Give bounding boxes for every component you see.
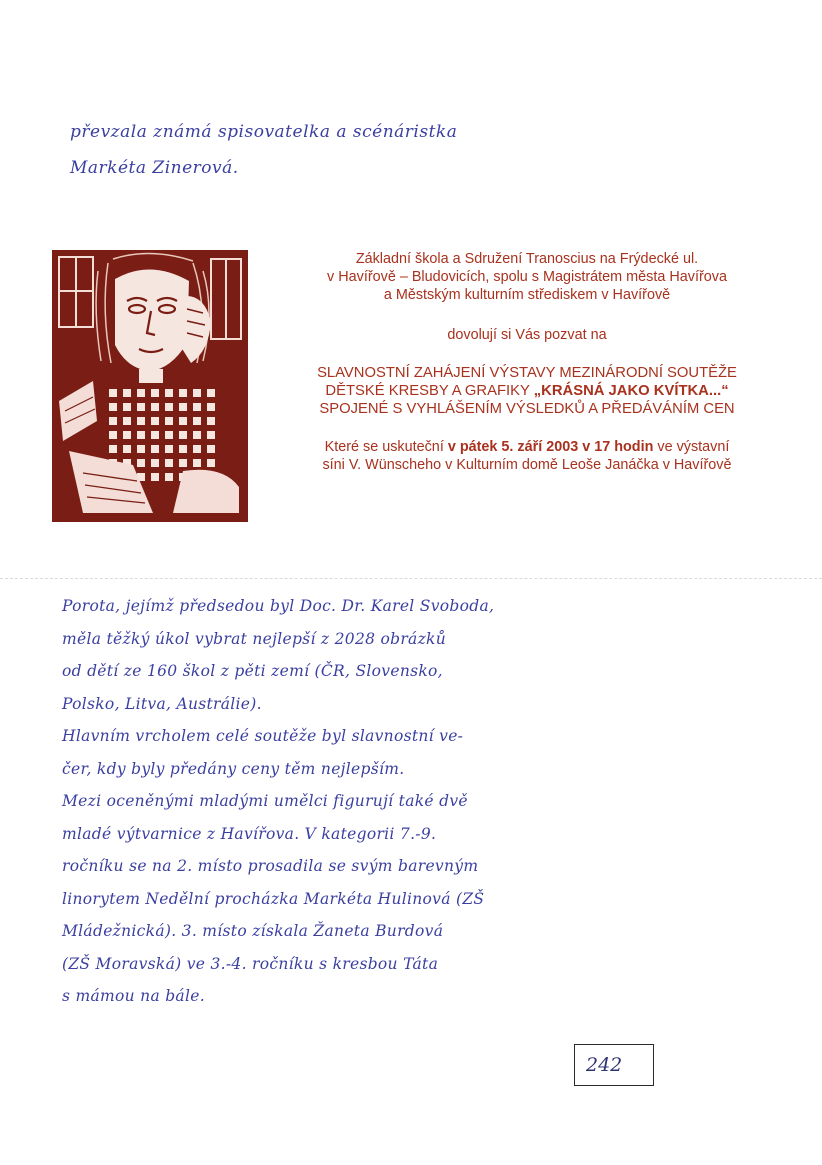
event-line: SLAVNOSTNÍ ZAHÁJENÍ VÝSTAVY MEZINÁRODNÍ SOUTĚŽE	[317, 365, 737, 381]
organizer-line: Základní škola a Sdružení Tranoscius na Frýdecké ul.	[355, 251, 699, 267]
event-venue: síni V. Wünscheho v Kulturním domě Leoše Janáčka v Havířově	[322, 457, 732, 473]
dress-check	[207, 403, 215, 411]
handwritten-body-line: Mezi oceněnými mladými umělci figurují také dvě	[62, 792, 468, 810]
dress-check	[207, 459, 215, 467]
handwritten-body-line: (ZŠ Moravská) ve 3.-4. ročníku s kresbou Táta	[62, 954, 439, 973]
handwritten-body-line: ročníku se na 2. místo prosadila se svým barevným	[62, 857, 479, 875]
dress-check	[137, 445, 145, 453]
dress-check	[179, 431, 187, 439]
dress-check	[109, 389, 117, 397]
dress-check	[193, 445, 201, 453]
dress-check	[137, 403, 145, 411]
dress-check	[193, 431, 201, 439]
dress-check	[165, 473, 173, 481]
invitation-card	[0, 232, 822, 577]
dress-check	[123, 389, 131, 397]
dress-check	[193, 417, 201, 425]
organizers	[262, 250, 792, 304]
invite-line: dovolují si Vás pozvat na	[447, 327, 607, 343]
handwritten-body-line: Porota, jejímž předsedou byl Doc. Dr. Karel Svoboda,	[62, 597, 495, 615]
dress-check	[109, 445, 117, 453]
dress-check	[151, 417, 159, 425]
event-date: v pátek 5. září 2003 v 17 hodin	[447, 439, 654, 455]
fold-divider	[0, 578, 822, 579]
dress-check	[109, 431, 117, 439]
dress-check	[123, 403, 131, 411]
invitation-text	[262, 250, 792, 474]
dress-check	[109, 403, 117, 411]
handwritten-body-line: měla těžký úkol vybrat nejlepší z 2028 obrázků	[62, 629, 447, 648]
dress-check	[193, 403, 201, 411]
dress-check	[179, 403, 187, 411]
dress-check	[165, 403, 173, 411]
dress-check	[207, 389, 215, 397]
dress-check	[179, 417, 187, 425]
dress-check	[193, 389, 201, 397]
dress-check	[151, 459, 159, 467]
dress-check	[137, 389, 145, 397]
handwritten-body-line: s mámou na bále.	[62, 987, 205, 1005]
dress-check	[165, 459, 173, 467]
dress-check	[179, 389, 187, 397]
dress-check	[137, 431, 145, 439]
woodcut-girl-illustration	[52, 250, 248, 522]
handwritten-body-line: Polsko, Litva, Austrálie).	[62, 694, 262, 713]
event-name: „KRÁSNÁ JAKO KVÍTKA...“	[533, 383, 729, 399]
dress-check	[137, 459, 145, 467]
dress-check	[151, 473, 159, 481]
event-details	[262, 438, 792, 474]
dress-check	[165, 431, 173, 439]
dress-check	[179, 459, 187, 467]
dress-check	[193, 459, 201, 467]
dress-check	[179, 445, 187, 453]
organizer-line: v Havířově – Bludovicích, spolu s Magistrátem města Havířova	[327, 269, 727, 285]
dress-check	[165, 417, 173, 425]
dress-check	[123, 431, 131, 439]
event-title	[262, 364, 792, 418]
details-text: ve výstavní	[657, 439, 730, 455]
dress-check	[207, 431, 215, 439]
dress-check	[151, 403, 159, 411]
event-line: DĚTSKÉ KRESBY A GRAFIKY	[325, 383, 530, 399]
event-line: SPOJENÉ S VYHLÁŠENÍM VÝSLEDKŮ A PŘEDÁVÁNÍM CEN	[319, 401, 735, 417]
handwritten-body-line: od dětí ze 160 škol z pěti zemí (ČR, Slovensko,	[62, 662, 443, 680]
handwritten-body-line: linorytem Nedělní procházka Markéta Hulinová (ZŠ	[62, 889, 485, 908]
dress-check	[123, 417, 131, 425]
handwritten-body-line: čer, kdy byly předány ceny těm nejlepším.	[62, 759, 405, 778]
dress-check	[109, 417, 117, 425]
handwritten-line-1: převzala známá spisovatelka a scénáristka	[70, 122, 458, 142]
handwritten-body-line: Hlavním vrcholem celé soutěže byl slavnostní ve-	[62, 727, 464, 745]
dress-check	[207, 417, 215, 425]
dress-check	[165, 389, 173, 397]
organizer-line: a Městským kulturním střediskem v Havířově	[383, 287, 671, 303]
handwritten-body-line: Mládežnická). 3. místo získala Žaneta Burdová	[62, 922, 444, 940]
dress-check	[151, 445, 159, 453]
handwritten-line-2: Markéta Zinerová.	[70, 158, 239, 178]
dress-check	[165, 445, 173, 453]
dress-check	[123, 445, 131, 453]
dress-check	[207, 445, 215, 453]
details-text: Které se uskuteční	[324, 439, 444, 455]
page-number: 242	[586, 1054, 623, 1076]
handwritten-body-line: mladé výtvarnice z Havířova. V kategorii 7.-9.	[62, 824, 437, 843]
dress-check	[151, 431, 159, 439]
dress-check	[151, 389, 159, 397]
dress-check	[137, 417, 145, 425]
